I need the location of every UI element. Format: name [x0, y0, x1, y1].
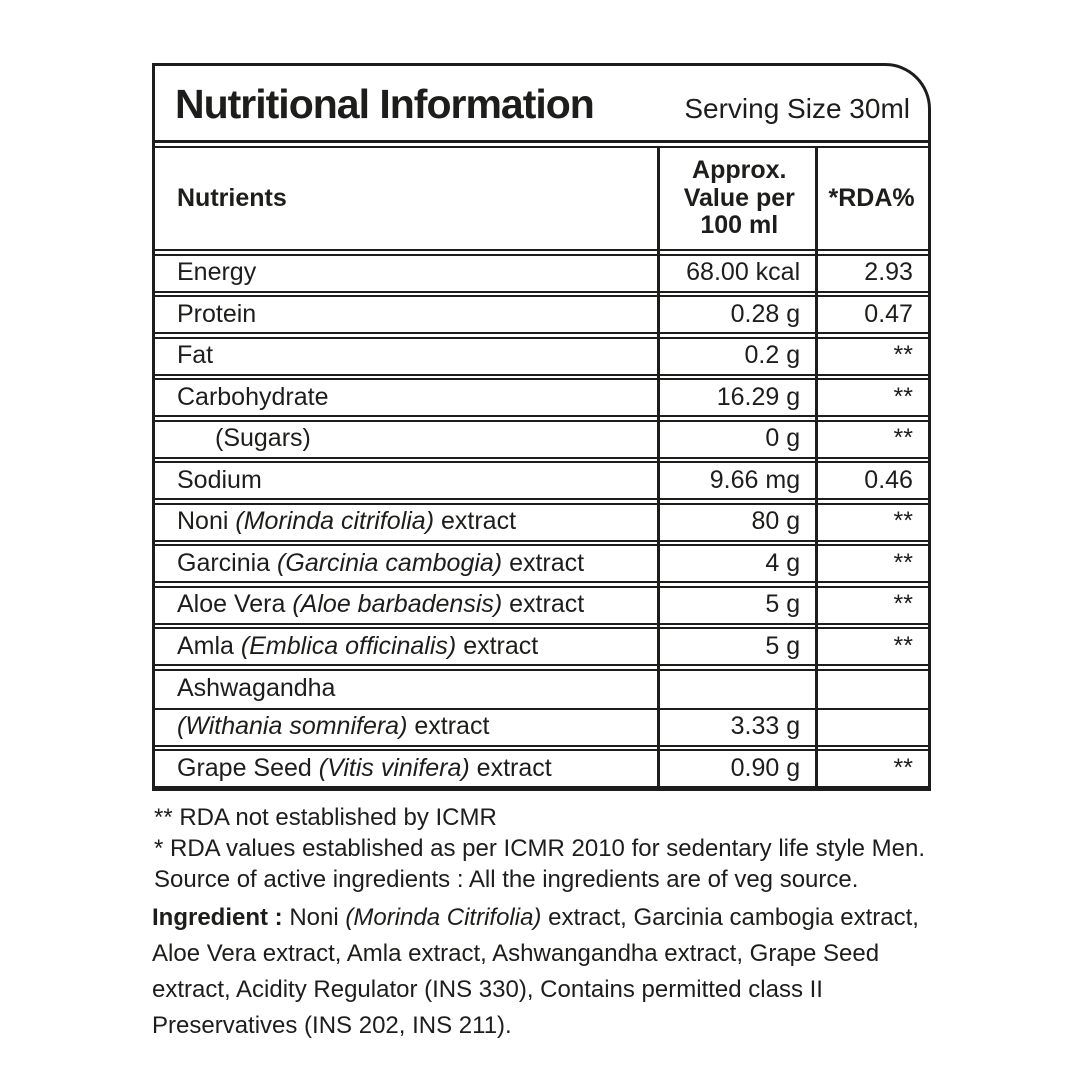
footnotes — [154, 802, 925, 895]
ingredient-scientific-name: (Morinda Citrifolia) — [345, 904, 542, 931]
nutrient-name: Energy — [177, 258, 257, 287]
header-approx-line3: 100 ml — [700, 211, 779, 240]
nutrient-rda: 2.93 — [864, 258, 913, 287]
serving-size: Serving Size 30ml — [684, 93, 910, 124]
nutrient-name: (Withania somnifera) extract — [177, 712, 490, 741]
nutrient-rda: ** — [893, 753, 913, 782]
note-ingredient-source: Source of active ingredients : All the ingredients are of veg source. — [154, 866, 859, 893]
header-approx-line1: Approx. — [692, 156, 787, 185]
table-header-row — [155, 146, 928, 251]
column-divider-2 — [815, 146, 818, 788]
nutrient-name: Aloe Vera (Aloe barbadensis) extract — [177, 590, 585, 619]
nutrient-value: 3.33 g — [730, 712, 801, 741]
nutrition-facts-panel — [152, 63, 931, 791]
header-nutrients: Nutrients — [177, 183, 287, 212]
table-row — [155, 669, 928, 708]
nutrient-value — [657, 671, 815, 708]
nutrient-value: 5 g — [765, 631, 801, 660]
nutrient-rda — [815, 710, 928, 745]
nutrient-value: 80 g — [751, 507, 801, 536]
nutrient-name: Protein — [177, 299, 257, 328]
nutrient-rda: ** — [893, 548, 913, 577]
nutrient-value: 16.29 g — [716, 382, 801, 411]
table-row — [155, 627, 928, 666]
table-row — [155, 544, 928, 583]
nutrient-rda: ** — [893, 631, 913, 660]
nutrient-rda: ** — [893, 341, 913, 370]
nutrient-name: Amla (Emblica officinalis) extract — [177, 631, 539, 660]
panel-title-bar — [155, 66, 928, 143]
ingredient-paragraph — [152, 900, 958, 1044]
nutrient-name: Carbohydrate — [177, 382, 329, 411]
nutrient-value: 9.66 mg — [709, 465, 801, 494]
nutrient-name: Garcinia (Garcinia cambogia) extract — [177, 548, 585, 577]
nutrient-name: Ashwagandha — [177, 674, 336, 703]
nutrient-rda: 0.46 — [864, 465, 913, 494]
ingredient-text-post: extract, Garcinia cambogia extract, Aloe Vera extract, Amla extract, Ashwangandha extract, Grape Seed extract, Acidity Regulator (INS 330), Contains permitted class II Preservatives (INS 202, INS 211). — [152, 904, 919, 1039]
nutrient-value: 0.2 g — [744, 341, 801, 370]
header-approx-value — [657, 148, 815, 249]
table-row — [155, 503, 928, 542]
nutrient-value: 0.90 g — [730, 753, 801, 782]
panel-title: Nutritional Information — [175, 81, 594, 127]
nutrient-rda — [815, 671, 928, 708]
note-rda-values-icmr: * RDA values established as per ICMR 2010 for sedentary life style Men. — [154, 835, 926, 862]
nutrient-rda: ** — [893, 382, 913, 411]
nutrient-value: 0 g — [765, 424, 801, 453]
note-rda-not-established: ** RDA not established by ICMR — [154, 804, 497, 831]
table-row — [155, 337, 928, 376]
nutrition-table — [155, 146, 928, 788]
nutrient-value: 68.00 kcal — [686, 258, 801, 287]
nutrient-value: 4 g — [765, 548, 801, 577]
nutrient-name: (Sugars) — [215, 424, 311, 453]
header-approx-line2: Value per — [683, 183, 795, 212]
table-row — [155, 420, 928, 459]
column-divider-1 — [657, 146, 660, 788]
nutrient-name: Noni (Morinda citrifolia) extract — [177, 507, 517, 536]
table-row — [155, 749, 928, 788]
nutrient-rda: ** — [893, 507, 913, 536]
nutrient-name: Sodium — [177, 465, 262, 494]
table-row — [155, 254, 928, 293]
ingredient-label: Ingredient : — [152, 904, 290, 931]
table-row — [155, 378, 928, 417]
nutrient-name: Grape Seed (Vitis vinifera) extract — [177, 753, 552, 782]
ingredient-text-pre: Noni — [289, 904, 346, 931]
nutrient-rda: ** — [893, 424, 913, 453]
table-row — [155, 708, 928, 747]
table-row — [155, 295, 928, 334]
nutrient-value: 5 g — [765, 590, 801, 619]
nutrient-value: 0.28 g — [730, 299, 801, 328]
nutrient-rda: 0.47 — [864, 299, 913, 328]
table-row — [155, 586, 928, 625]
table-row — [155, 461, 928, 500]
header-rda: *RDA% — [828, 183, 915, 212]
nutrient-name: Fat — [177, 341, 214, 370]
nutrient-rda: ** — [893, 590, 913, 619]
